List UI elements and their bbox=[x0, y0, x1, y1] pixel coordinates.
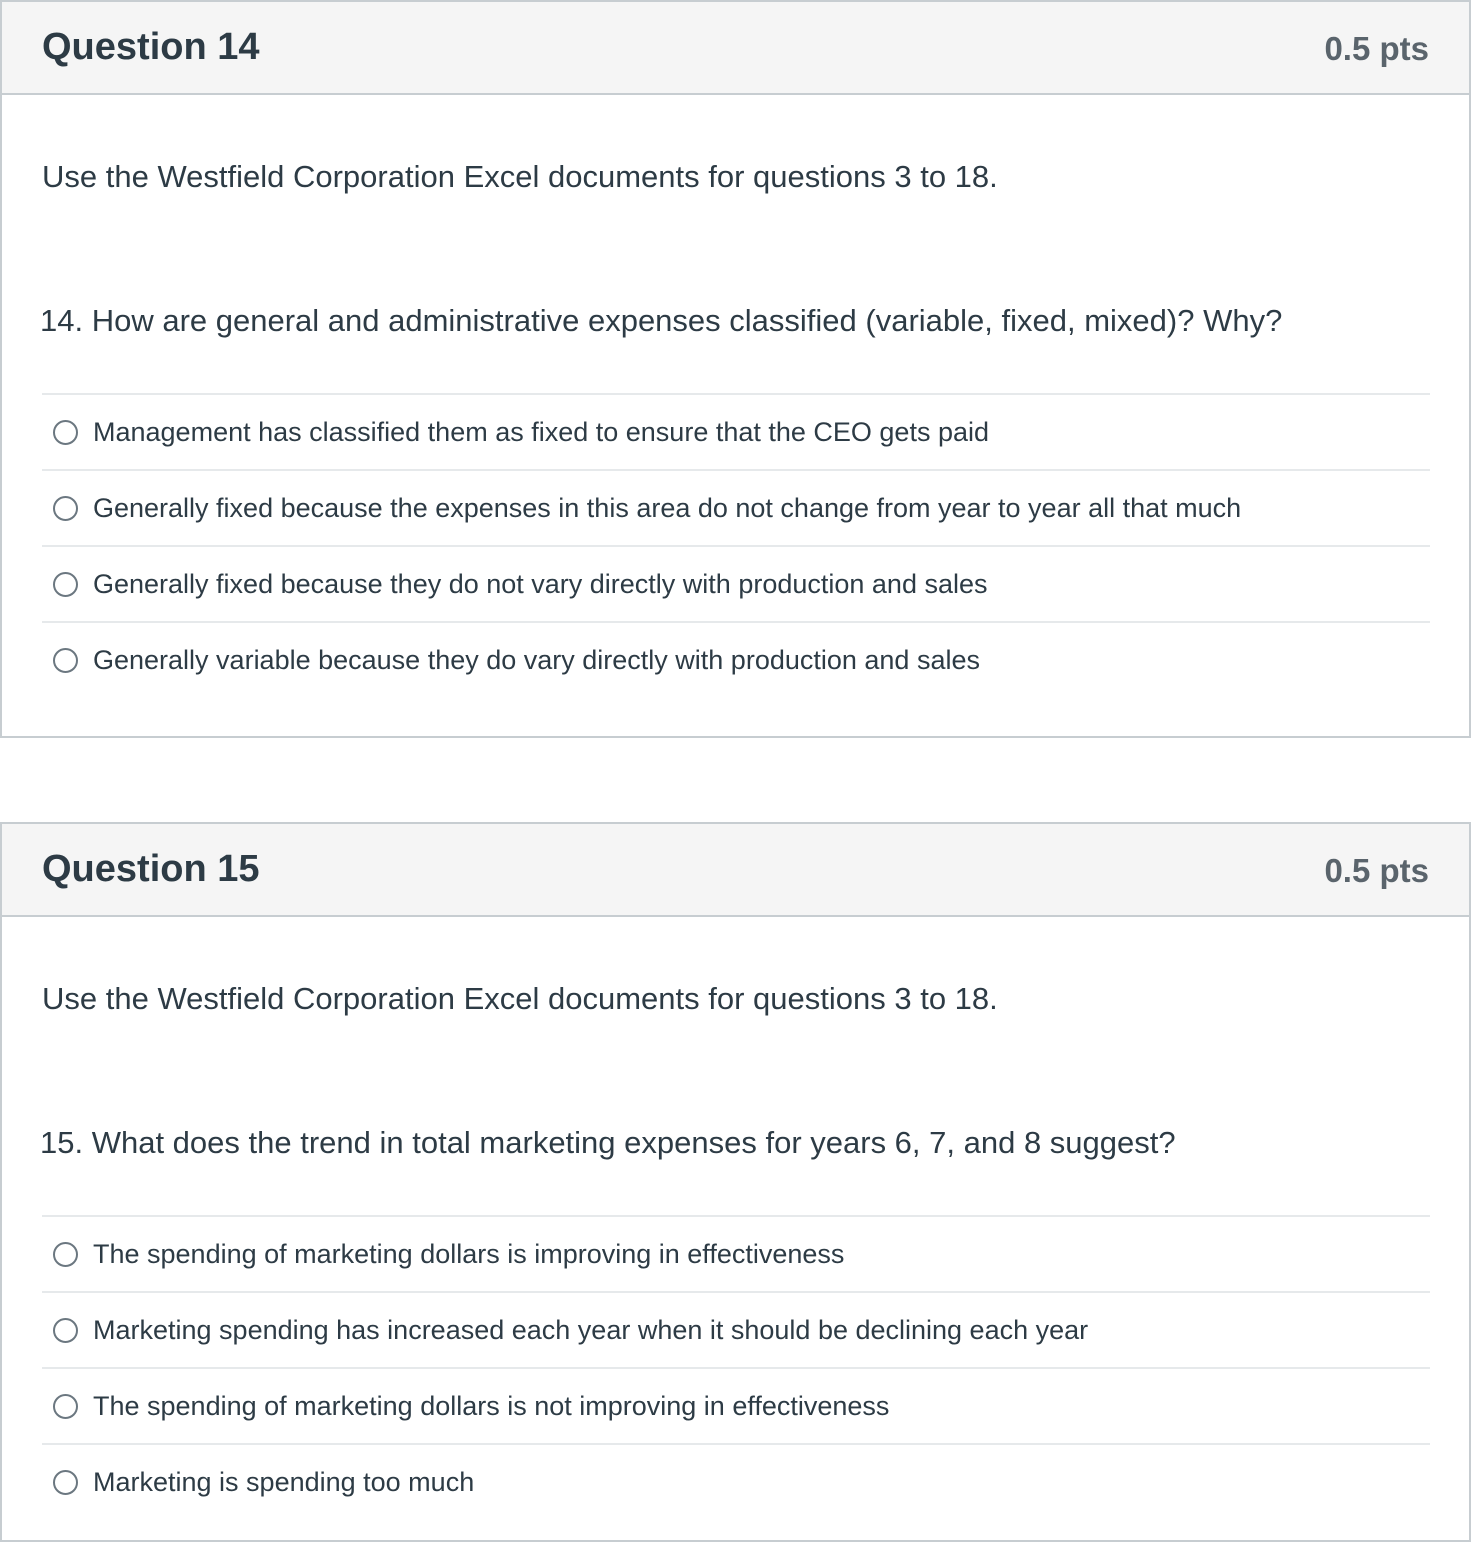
answer-option[interactable] bbox=[42, 469, 1430, 545]
radio-button[interactable] bbox=[53, 1318, 78, 1343]
question-intro: Use the Westfield Corporation Excel documents for questions 3 to 18. bbox=[42, 981, 998, 1016]
question-header bbox=[2, 824, 1469, 917]
radio-button[interactable] bbox=[53, 496, 78, 521]
question-points: 0.5 pts bbox=[1324, 852, 1429, 889]
question-15 bbox=[0, 822, 1471, 1542]
question-title: Question 15 bbox=[42, 848, 260, 890]
question-14 bbox=[0, 0, 1471, 738]
answer-option[interactable] bbox=[42, 393, 1430, 469]
answer-label[interactable]: Marketing spending has increased each year when it should be declining each year bbox=[93, 1314, 1089, 1345]
answer-option[interactable] bbox=[42, 1443, 1430, 1519]
answer-label[interactable]: Marketing is spending too much bbox=[93, 1466, 475, 1497]
answer-option[interactable] bbox=[42, 1291, 1430, 1367]
radio-button[interactable] bbox=[53, 1470, 78, 1495]
answer-list bbox=[42, 393, 1430, 697]
radio-button[interactable] bbox=[53, 648, 78, 673]
question-title: Question 14 bbox=[42, 26, 260, 68]
answer-label[interactable]: The spending of marketing dollars is improving in effectiveness bbox=[93, 1238, 845, 1269]
answer-label[interactable]: Generally variable because they do vary directly with production and sales bbox=[93, 644, 980, 675]
answer-label[interactable]: Generally fixed because they do not vary directly with production and sales bbox=[93, 568, 988, 599]
answer-option[interactable] bbox=[42, 1215, 1430, 1291]
question-header bbox=[2, 2, 1469, 95]
radio-button[interactable] bbox=[53, 420, 78, 445]
question-points: 0.5 pts bbox=[1324, 30, 1429, 67]
answer-option[interactable] bbox=[42, 545, 1430, 621]
radio-button[interactable] bbox=[53, 1394, 78, 1419]
answer-option[interactable] bbox=[42, 621, 1430, 697]
answer-list bbox=[42, 1215, 1430, 1519]
answer-label[interactable]: Generally fixed because the expenses in this area do not change from year to year all that much bbox=[93, 492, 1242, 523]
question-prompt: 15. What does the trend in total marketing expenses for years 6, 7, and 8 suggest? bbox=[40, 1125, 1176, 1160]
question-intro: Use the Westfield Corporation Excel documents for questions 3 to 18. bbox=[42, 159, 998, 194]
answer-label[interactable]: Management has classified them as fixed to ensure that the CEO gets paid bbox=[93, 416, 989, 447]
radio-button[interactable] bbox=[53, 1242, 78, 1267]
question-prompt: 14. How are general and administrative expenses classified (variable, fixed, mixed)? Why? bbox=[40, 303, 1283, 338]
answer-option[interactable] bbox=[42, 1367, 1430, 1443]
radio-button[interactable] bbox=[53, 572, 78, 597]
answer-label[interactable]: The spending of marketing dollars is not improving in effectiveness bbox=[93, 1390, 890, 1421]
